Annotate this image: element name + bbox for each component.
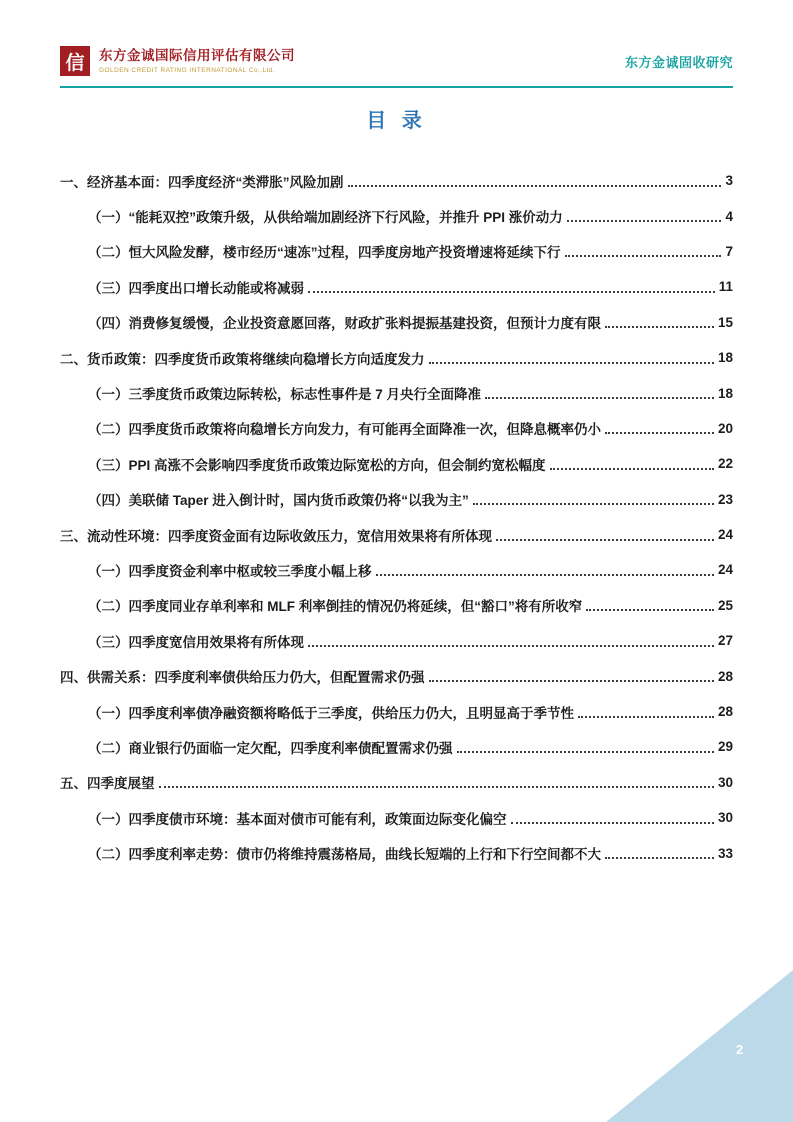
toc-leader-dots bbox=[565, 255, 722, 257]
toc-entry-label: （三）四季度出口增长动能或将减弱 bbox=[88, 280, 304, 296]
toc-entry[interactable] bbox=[60, 588, 733, 623]
toc-leader-dots bbox=[429, 362, 714, 364]
toc-entry-label: 三、流动性环境：四季度资金面有边际收敛压力，宽信用效果将有所体现 bbox=[60, 528, 492, 544]
toc-entry-page: 29 bbox=[717, 739, 733, 755]
toc-entry-label: （一）三季度货币政策边际转松，标志性事件是 7 月央行全面降准 bbox=[88, 387, 482, 403]
toc-leader-dots bbox=[308, 645, 714, 647]
company-logo-icon bbox=[60, 46, 90, 76]
toc-leader-dots bbox=[429, 680, 714, 682]
toc-leader-dots bbox=[605, 326, 714, 328]
toc-leader-dots bbox=[578, 716, 714, 718]
toc-entry-label: （一）“能耗双控”政策升级，从供给端加剧经济下行风险，并推升 PPI 涨价动力 bbox=[88, 210, 563, 226]
toc-entry-label: （三）四季度宽信用效果将有所体现 bbox=[88, 634, 304, 650]
toc-entry-page: 30 bbox=[717, 810, 733, 826]
toc-entry-page: 28 bbox=[717, 704, 733, 720]
toc-entry-label: （四）消费修复缓慢，企业投资意愿回落，财政扩张料提振基建投资，但预计力度有限 bbox=[88, 316, 601, 332]
toc-leader-dots bbox=[308, 291, 715, 293]
toc-leader-dots bbox=[586, 609, 714, 611]
toc-entry-page: 22 bbox=[717, 456, 733, 472]
toc-entry[interactable] bbox=[60, 800, 733, 835]
toc-entry-label: （二）恒大风险发酵，楼市经历“速冻”过程，四季度房地产投资增速将延续下行 bbox=[88, 245, 561, 261]
company-subtitle: GOLDEN CREDIT RATING INTERNATIONAL Co.,Ltd. bbox=[99, 67, 276, 75]
toc-entry[interactable] bbox=[60, 552, 733, 587]
company-name-block bbox=[99, 48, 295, 74]
toc-entry-label: 二、货币政策：四季度货币政策将继续向稳增长方向适度发力 bbox=[60, 351, 425, 367]
toc-entry-label: 一、经济基本面：四季度经济“类滞胀”风险加剧 bbox=[60, 174, 344, 190]
toc-entry[interactable] bbox=[60, 623, 733, 658]
toc-entry-label: （一）四季度利率债净融资额将略低于三季度，供给压力仍大，且明显高于季节性 bbox=[88, 705, 574, 721]
toc-leader-dots bbox=[496, 539, 714, 541]
toc-entry[interactable] bbox=[60, 163, 733, 198]
toc-title: 目 录 bbox=[366, 110, 427, 132]
toc-entry[interactable] bbox=[60, 729, 733, 764]
toc-leader-dots bbox=[457, 751, 714, 753]
toc-leader-dots bbox=[605, 857, 714, 859]
toc-entry-page: 20 bbox=[717, 420, 733, 436]
toc-leader-dots bbox=[485, 397, 714, 399]
toc-entry[interactable] bbox=[60, 482, 733, 517]
toc-entry-label: （四）美联储 Taper 进入倒计时，国内货币政策仍将“以我为主” bbox=[88, 493, 469, 509]
company-name: 东方金诚国际信用评估有限公司 bbox=[99, 47, 295, 63]
toc-entry-page: 24 bbox=[717, 527, 733, 543]
header-divider bbox=[60, 86, 733, 88]
toc-entry-page: 15 bbox=[717, 314, 733, 330]
corner-decoration bbox=[606, 970, 793, 1122]
toc-leader-dots bbox=[511, 822, 714, 824]
toc-leader-dots bbox=[159, 786, 714, 788]
toc-entry[interactable] bbox=[60, 269, 733, 304]
toc-entry-label: （二）商业银行仍面临一定欠配，四季度利率债配置需求仍强 bbox=[88, 740, 453, 756]
logo-glyph: 信 bbox=[65, 52, 85, 74]
toc-entry-page: 4 bbox=[725, 208, 733, 224]
toc-entry-page: 27 bbox=[717, 633, 733, 649]
toc-entry-label: （二）四季度货币政策将向稳增长方向发力，有可能再全面降准一次，但降息概率仍小 bbox=[88, 422, 601, 438]
toc-entry-label: 五、四季度展望 bbox=[60, 776, 155, 792]
toc-entry-page: 11 bbox=[718, 279, 733, 295]
page-header bbox=[0, 0, 793, 76]
toc-entry[interactable] bbox=[60, 340, 733, 375]
toc-entry[interactable] bbox=[60, 411, 733, 446]
toc-leader-dots bbox=[567, 220, 722, 222]
toc-entry-page: 28 bbox=[717, 668, 733, 684]
toc-entry-page: 24 bbox=[717, 562, 733, 578]
toc-entry[interactable] bbox=[60, 198, 733, 233]
toc-entry[interactable] bbox=[60, 517, 733, 552]
toc-leader-dots bbox=[550, 468, 714, 470]
toc-entry-label: （一）四季度债市环境：基本面对债市可能有利，政策面边际变化偏空 bbox=[88, 811, 507, 827]
toc-entry-page: 18 bbox=[717, 385, 733, 401]
toc-entry[interactable] bbox=[60, 835, 733, 870]
table-of-contents bbox=[60, 163, 733, 871]
toc-entry[interactable] bbox=[60, 446, 733, 481]
toc-entry-label: （三）PPI 高涨不会影响四季度货币政策边际宽松的方向，但会制约宽松幅度 bbox=[88, 457, 546, 473]
toc-entry[interactable] bbox=[60, 765, 733, 800]
toc-entry-page: 30 bbox=[717, 774, 733, 790]
toc-entry-page: 7 bbox=[725, 243, 733, 259]
toc-entry-page: 18 bbox=[717, 350, 733, 366]
toc-entry[interactable] bbox=[60, 234, 733, 269]
toc-entry-page: 23 bbox=[717, 491, 733, 507]
toc-leader-dots bbox=[348, 185, 722, 187]
company-branding bbox=[60, 46, 295, 76]
toc-entry[interactable] bbox=[60, 694, 733, 729]
toc-entry-page: 25 bbox=[717, 597, 733, 613]
report-series-label: 东方金诚固收研究 bbox=[624, 54, 733, 70]
toc-leader-dots bbox=[605, 432, 714, 434]
toc-leader-dots bbox=[376, 574, 714, 576]
toc-entry-label: （二）四季度利率走势：债市仍将维持震荡格局，曲线长短端的上行和下行空间都不大 bbox=[88, 847, 601, 863]
toc-entry[interactable] bbox=[60, 375, 733, 410]
toc-entry-label: 四、供需关系：四季度利率债供给压力仍大，但配置需求仍强 bbox=[60, 670, 425, 686]
page-number: 2 bbox=[736, 1042, 744, 1057]
toc-entry-label: （一）四季度资金利率中枢或较三季度小幅上移 bbox=[88, 563, 372, 579]
toc-entry-page: 33 bbox=[717, 845, 733, 861]
toc-entry[interactable] bbox=[60, 305, 733, 340]
toc-entry-page: 3 bbox=[725, 173, 733, 189]
toc-leader-dots bbox=[473, 503, 714, 505]
toc-entry[interactable] bbox=[60, 658, 733, 693]
toc-entry-label: （二）四季度同业存单利率和 MLF 利率倒挂的情况仍将延续，但“豁口”将有所收窄 bbox=[88, 599, 583, 615]
